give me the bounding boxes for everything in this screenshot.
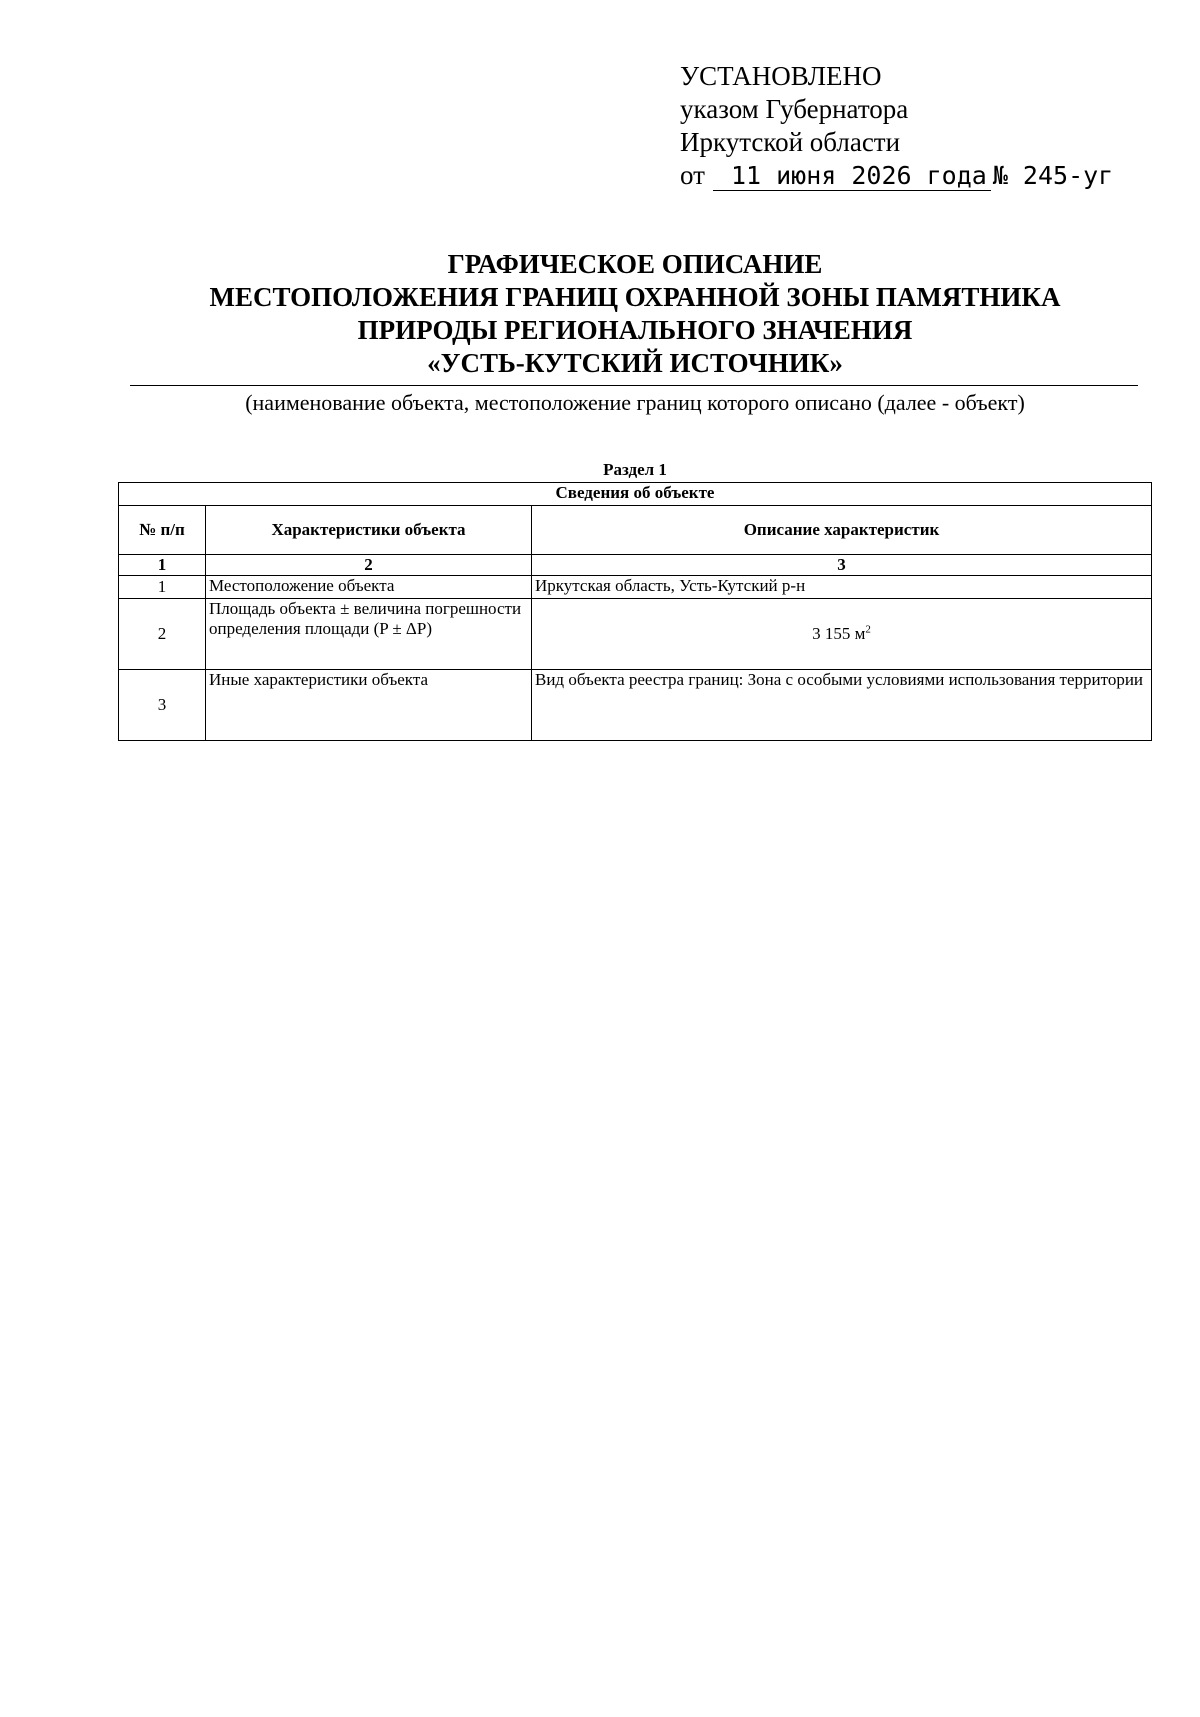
approval-decree: указом Губернатора — [680, 94, 909, 124]
table-caption: Сведения об объекте — [119, 483, 1152, 506]
area-unit-superscript: 2 — [865, 623, 871, 636]
approval-region: Иркутской области — [680, 127, 901, 157]
row-description: Иркутская область, Усть-Кутский р-н — [532, 576, 1152, 599]
approval-date-row — [680, 159, 1113, 192]
document-title — [130, 248, 1140, 380]
row-characteristic: Площадь объекта ± величина погрешности определения площади (P ± ΔP) — [206, 599, 532, 670]
table-row — [119, 670, 1152, 741]
date-prefix: от — [680, 160, 705, 190]
row-description: Вид объекта реестра границ: Зона с особыми условиями использования территории — [532, 670, 1152, 741]
title-caption: (наименование объекта, местоположение границ которого описано (далее - объект) — [245, 390, 1025, 415]
header-characteristics: Характеристики объекта — [206, 506, 532, 555]
header-description: Описание характеристик — [532, 506, 1152, 555]
object-info-table — [118, 482, 1152, 741]
column-number-1: 1 — [119, 555, 206, 576]
decree-date: 11 июня 2026 года — [713, 162, 991, 191]
column-number-2: 2 — [206, 555, 532, 576]
column-number-3: 3 — [532, 555, 1152, 576]
approval-heading: УСТАНОВЛЕНО — [680, 61, 882, 91]
title-line-3: ПРИРОДЫ РЕГИОНАЛЬНОГО ЗНАЧЕНИЯ — [357, 315, 913, 345]
row-num: 3 — [119, 670, 206, 741]
row-num: 2 — [119, 599, 206, 670]
row-characteristic: Местоположение объекта — [206, 576, 532, 599]
decree-number: № 245-уг — [992, 161, 1114, 190]
title-line-4: «УСТЬ-КУТСКИЙ ИСТОЧНИК» — [427, 348, 843, 378]
row-num: 1 — [119, 576, 206, 599]
table-row — [119, 576, 1152, 599]
title-line-2: МЕСТОПОЛОЖЕНИЯ ГРАНИЦ ОХРАННОЙ ЗОНЫ ПАМЯТНИКА — [209, 282, 1061, 312]
header-num: № п/п — [119, 506, 206, 555]
approval-stamp — [680, 60, 1113, 192]
table-row — [119, 599, 1152, 670]
section-label: Раздел 1 — [603, 460, 667, 479]
row-characteristic: Иные характеристики объекта — [206, 670, 532, 741]
row-description-cell — [532, 599, 1152, 670]
row-description: 3 155 м — [812, 624, 866, 643]
title-underline — [130, 385, 1138, 386]
title-line-1: ГРАФИЧЕСКОЕ ОПИСАНИЕ — [447, 249, 823, 279]
